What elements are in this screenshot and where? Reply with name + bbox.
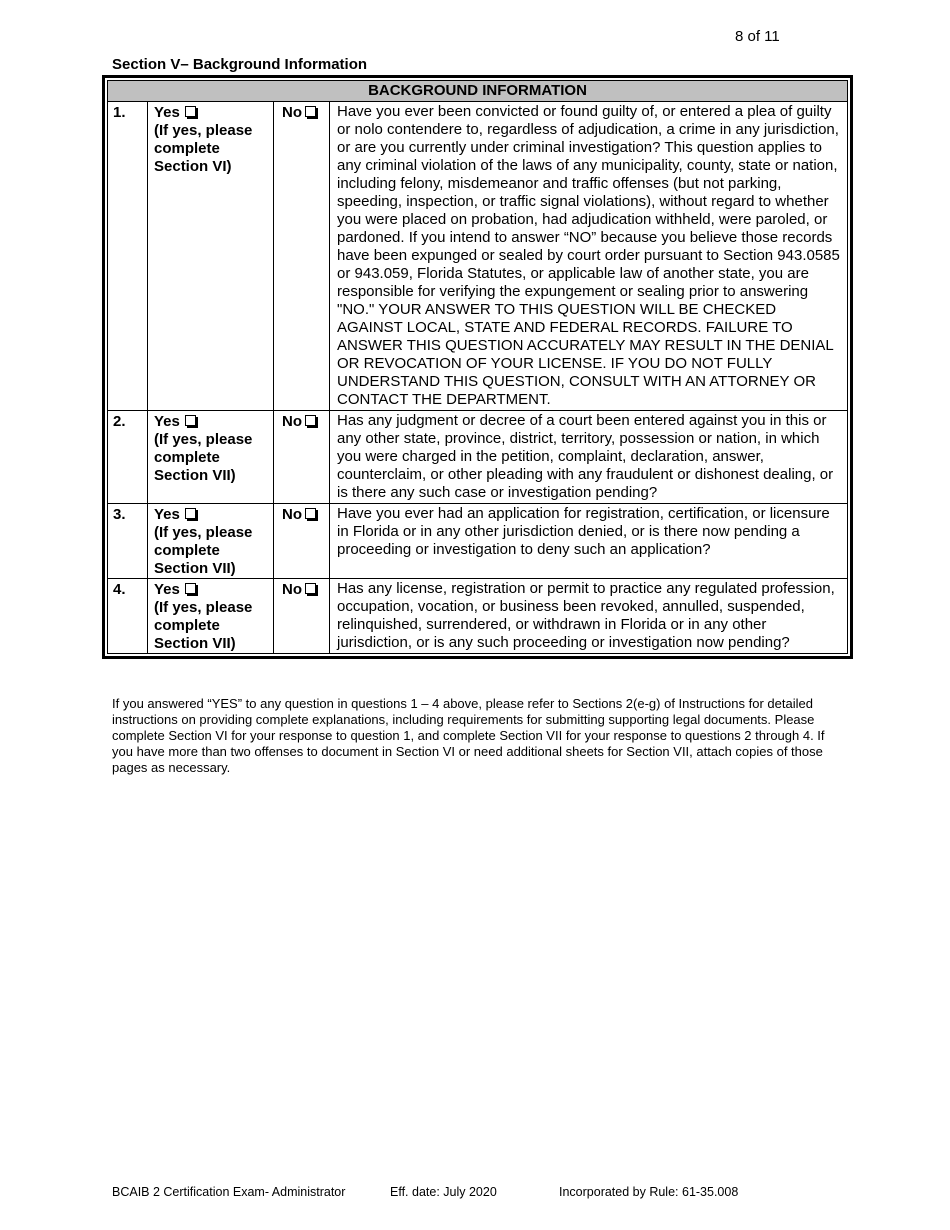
footer-exam: BCAIB 2 Certification Exam- Administrator (112, 1185, 346, 1199)
no-cell (274, 102, 330, 411)
no-checkbox[interactable] (305, 583, 316, 594)
question-text: Has any judgment or decree of a court been entered against you in this or any other state, province, district, territory, possession or nation, in which you were charged in the petition, complaint, declaration, answer, counterclaim, or other pleading with any fraudulent or dishonest dealing, or is there any such case or investigation pending? (330, 411, 848, 504)
no-label: No (282, 413, 302, 430)
question-text: Have you ever had an application for registration, certification, or licensure in Florida or in any other jurisdiction denied, or is there now pending a proceeding or investigation to deny such an application? (330, 504, 848, 579)
no-label: No (282, 581, 302, 598)
question-number: 2. (108, 411, 148, 504)
no-label: No (282, 104, 302, 121)
yes-cell (148, 579, 274, 654)
yes-label: Yes (154, 581, 180, 598)
question-number: 1. (108, 102, 148, 411)
yes-cell (148, 411, 274, 504)
question-row-3 (108, 504, 848, 579)
page-number: 8 of 11 (735, 28, 780, 45)
question-row-4 (108, 579, 848, 654)
yes-cell (148, 102, 274, 411)
question-text: Has any license, registration or permit to practice any regulated profession, occupation, vocation, or business been revoked, annulled, suspended, relinquished, surrendered, or withdrawn in Florida or in any other jurisdiction, or is any such proceeding or investigation now pending? (330, 579, 848, 654)
footer-rule: Incorporated by Rule: 61-35.008 (559, 1185, 739, 1199)
no-checkbox[interactable] (305, 508, 316, 519)
yes-checkbox[interactable] (185, 583, 196, 594)
no-checkbox[interactable] (305, 106, 316, 117)
no-label: No (282, 506, 302, 523)
yes-checkbox[interactable] (185, 508, 196, 519)
footer-eff-date: Eff. date: July 2020 (390, 1185, 497, 1199)
question-number: 4. (108, 579, 148, 654)
question-number: 3. (108, 504, 148, 579)
yes-note: (If yes, please complete Section VII) (154, 524, 253, 577)
background-information-table (102, 75, 853, 659)
yes-cell (148, 504, 274, 579)
question-row-2 (108, 411, 848, 504)
no-cell (274, 504, 330, 579)
yes-note: (If yes, please complete Section VII) (154, 599, 253, 652)
yes-checkbox[interactable] (185, 415, 196, 426)
no-cell (274, 579, 330, 654)
question-row-1 (108, 102, 848, 411)
yes-label: Yes (154, 413, 180, 430)
yes-note: (If yes, please complete Section VI) (154, 122, 253, 175)
yes-note: (If yes, please complete Section VII) (154, 431, 253, 484)
question-text: Have you ever been convicted or found guilty of, or entered a plea of guilty or nolo contendere to, regardless of adjudication, a crime in any jurisdiction, or are you currently under criminal investigation? This question applies to any criminal violation of the laws of any municipality, county, state or nation, including felony, misdemeanor and traffic offenses (but not parking, speeding, inspection, or traffic signal violations), without regard to whether you were placed on probation, had adjudication withheld, were paroled, or pardoned. If you intend to answer “NO” because you believe those records have been expunged or sealed by court order pursuant to Section 943.0585 or 943.059, Florida Statutes, or applicable law of another state, you are responsible for verifying the expungement or sealing prior to answering "NO." YOUR ANSWER TO THIS QUESTION WILL BE CHECKED AGAINST LOCAL, STATE AND FEDERAL RECORDS. FAILURE TO ANSWER THIS QUESTION ACCURATELY MAY RESULT IN THE DENIAL OR REVOCATION OF YOUR LICENSE. IF YOU DO NOT FULLY UNDERSTAND THIS QUESTION, CONSULT WITH AN ATTORNEY OR CONTACT THE DEPARTMENT. (330, 102, 848, 411)
instructions-note: If you answered “YES” to any question in questions 1 – 4 above, please refer to Sections 2(e-g) of Instructions for detailed instructions on providing complete explanations, including requirements for submitting supporting legal documents. Please complete Section VI for your response to question 1, and complete Section VII for your response to questions 2 through 4. If you have more than two offenses to document in Section VI or need additional sheets for Section VII, attach copies of those pages as necessary. (112, 696, 825, 775)
yes-label: Yes (154, 104, 180, 121)
yes-checkbox[interactable] (185, 106, 196, 117)
no-checkbox[interactable] (305, 415, 316, 426)
yes-label: Yes (154, 506, 180, 523)
no-cell (274, 411, 330, 504)
table-header: BACKGROUND INFORMATION (108, 81, 848, 102)
section-heading: Section V– Background Information (112, 56, 368, 73)
